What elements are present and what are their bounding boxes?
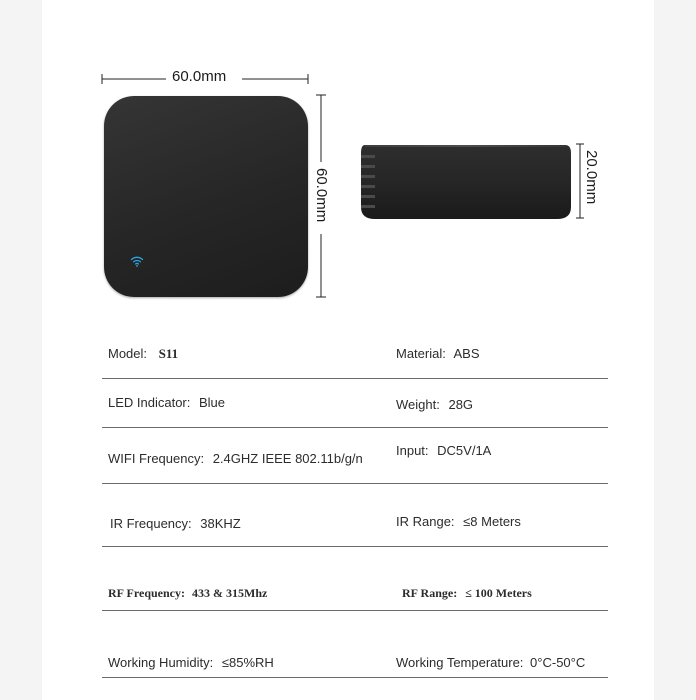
spec-row-rf (102, 586, 608, 606)
wifi-icon (130, 254, 144, 268)
rf-frequency-value: 433 & 315Mhz (192, 586, 268, 600)
model-value: S11 (158, 346, 179, 361)
weight-value: 28G (448, 397, 474, 412)
ir-frequency-value: 38KHZ (200, 516, 241, 531)
ir-range-label: IR Range: (396, 514, 455, 529)
width-dimension-label: 60.0mm (172, 68, 227, 85)
weight-label: Weight: (396, 397, 440, 412)
model-label: Model: (108, 346, 148, 361)
working-temperature-value: 0°C-50°C (530, 655, 586, 670)
wifi-frequency-label: WIFI Frequency: (108, 451, 205, 466)
spec-row-wifi (102, 443, 608, 471)
device-top-view (104, 96, 308, 297)
rf-range-label: RF Range: (402, 586, 458, 600)
height-dimension-label: 20.0mm (583, 150, 600, 205)
led-indicator-label: LED Indicator: (108, 395, 191, 410)
rf-frequency-label: RF Frequency: (108, 586, 185, 600)
ir-frequency-label: IR Frequency: (110, 516, 192, 531)
material-value: ABS (453, 346, 480, 361)
spec-row-led (102, 395, 608, 415)
led-indicator-value: Blue (199, 395, 226, 410)
row-divider (102, 378, 608, 379)
row-divider (102, 610, 608, 611)
spec-row-ir (102, 516, 608, 536)
wifi-frequency-value: 2.4GHZ IEEE 802.11b/g/n (212, 451, 363, 466)
input-label: Input: (396, 443, 429, 458)
input-value: DC5V/1A (437, 443, 492, 458)
row-divider (102, 677, 608, 678)
rf-range-value: ≤ 100 Meters (465, 586, 532, 600)
material-label: Material: (396, 346, 446, 361)
row-divider (102, 546, 608, 547)
row-divider (102, 483, 608, 484)
spec-row-working (102, 655, 608, 675)
row-divider (102, 427, 608, 428)
depth-dimension-label: 60.0mm (313, 168, 330, 223)
ir-range-value: ≤8 Meters (463, 514, 521, 529)
spec-row-model (102, 346, 608, 366)
working-humidity-value: ≤85%RH (221, 655, 274, 670)
device-side-view (359, 143, 573, 220)
working-humidity-label: Working Humidity: (108, 655, 214, 670)
working-temperature-label: Working Temperature: (396, 655, 524, 670)
